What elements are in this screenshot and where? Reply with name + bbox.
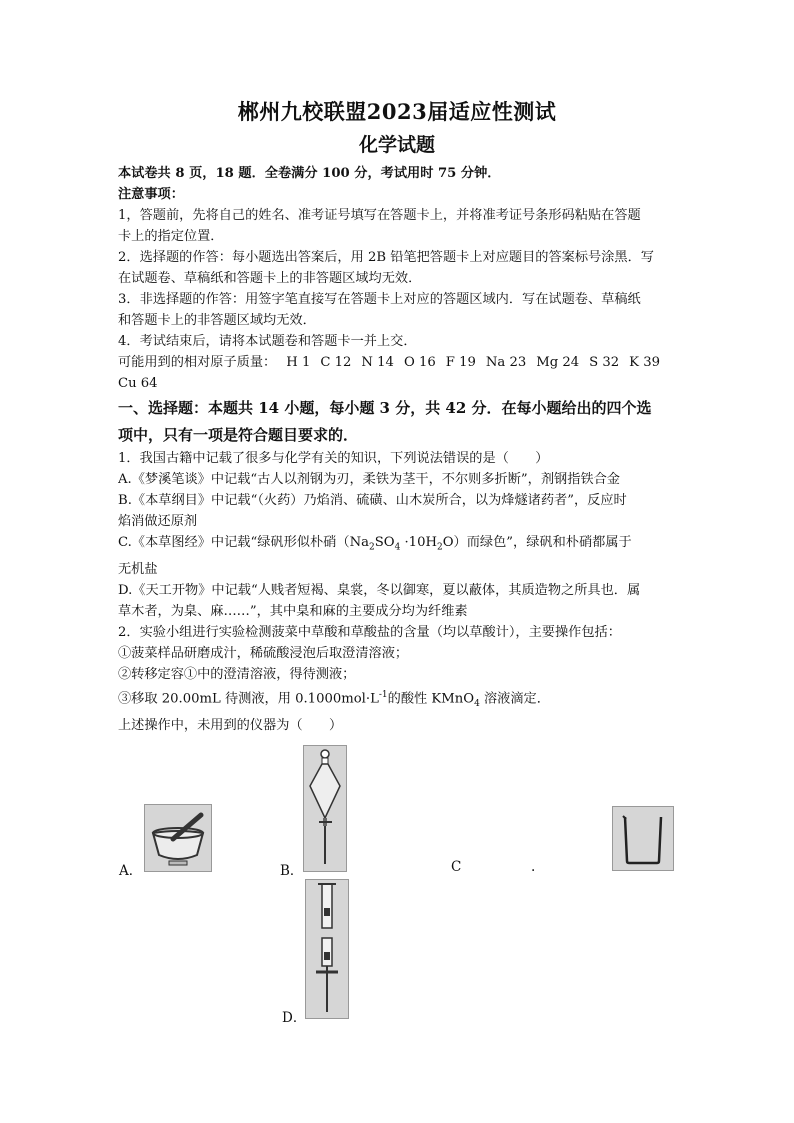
mass-item: Cu 64 [118, 376, 158, 391]
q2-option-b-label: B． [280, 863, 304, 879]
c-pre: C.《本草图经》中记载“绿矾形似朴硝（ [118, 535, 350, 550]
q1-option-b-a: B.《本草纲目》中记载“（火药）乃焰消、硫磺、山木炭所合，以为烽燧诸药者”，反应时 [118, 493, 627, 508]
c-na: Na [349, 535, 369, 550]
s3-post: 溶液滴定． [479, 691, 550, 707]
burette-image [305, 879, 349, 1019]
masses-label: 可能用到的相对原子质量： [118, 355, 277, 370]
q2-option-a-label: A． [119, 863, 143, 879]
s3-sup: -1 [378, 689, 388, 700]
c-sub4: 4 [394, 542, 401, 553]
notice-title: 注意事项： [118, 187, 184, 202]
separatory-funnel-image [303, 745, 347, 872]
notice-3b: 和答题卡上的非答题区域均无效． [118, 313, 316, 328]
q1-option-c [118, 532, 678, 559]
mass-item: C 12 [320, 355, 352, 370]
q2-option-d-label: D． [282, 1010, 307, 1026]
q1-option-a: A.《梦溪笔谈》中记载“古人以剂钢为刃，柔铁为茎干，不尔则多折断”，剂钢指铁合金 [118, 472, 620, 487]
atomic-masses [118, 352, 678, 394]
q2-option-c-label: C [451, 859, 462, 875]
c-sub2: 2 [368, 542, 375, 553]
section-heading-a: 一、选择题：本题共 14 小题，每小题 3 分，共 42 分．在每小题给出的四个选 [118, 399, 652, 417]
exam-title: 郴州九校联盟2023届适应性测试 [237, 99, 557, 124]
section-heading-b: 项中，只有一项是符合题目要求的． [118, 426, 359, 444]
c-dot: ·10H [400, 535, 437, 550]
q1-option-b-b: 焰消做还原剂 [118, 514, 198, 529]
q1-stem: 1．我国古籍中记载了很多与化学有关的知识，下列说法错误的是（ ） [118, 451, 549, 466]
notice-1a: 1，答题前，先将自己的姓名、准考证号填写在答题卡上，并将准考证号条形码粘贴在答题 [118, 208, 641, 223]
mass-item: Na 23 [485, 355, 527, 370]
beaker-image [612, 806, 674, 871]
mass-item: N 14 [361, 355, 394, 370]
q2-question: 上述操作中，未用到的仪器为（ ） [118, 717, 343, 733]
q1-option-d-a: D.《天工开物》中记载“人贱者短褐、臬裳，冬以御寒，夏以蔽体，其质造物之所具也．属 [118, 582, 641, 598]
q2-step3 [118, 685, 678, 715]
mass-item: O 16 [403, 355, 436, 370]
notice-2a: 2．选择题的作答：每小题选出答案后，用 2B 铅笔把答题卡上对应题目的答案标号涂黑．写 [118, 250, 654, 265]
mass-item: Mg 24 [536, 355, 580, 370]
notice-1b: 卡上的指定位置． [118, 229, 224, 244]
c-post: ）而绿色”，绿矾和朴硝都属于 [453, 535, 632, 550]
q2-step2: ②转移定容①中的澄清溶液，得待测液； [118, 666, 356, 682]
notice-2b: 在试题卷、草稿纸和答题卡上的非答题区域均无效． [118, 271, 422, 286]
mass-item: K 39 [629, 355, 660, 370]
c-sub2b: 2 [436, 542, 443, 553]
q2-step1: ①菠菜样品研磨成汁，稀硫酸浸泡后取澄清溶液； [118, 645, 409, 661]
q2-option-c-dot: . [531, 859, 536, 875]
q1-option-d-b: 草木者，为臬、麻……”，其中臬和麻的主要成分均为纤维素 [118, 603, 468, 619]
exam-summary: 本试卷共 8 页，18 题．全卷满分 100 分，考试用时 75 分钟． [118, 166, 501, 181]
notice-4: 4．考试结束后，请将本试题卷和答题卡一并上交． [118, 334, 417, 349]
exam-body [118, 163, 678, 736]
c-so: SO [374, 535, 395, 550]
mortar-pestle-image [144, 804, 212, 872]
q2-stem: 2．实验小组进行实验检测菠菜中草酸和草酸盐的含量（均以草酸计），主要操作包括： [118, 624, 621, 640]
mass-item: F 19 [445, 355, 476, 370]
mass-item: H 1 [286, 355, 311, 370]
s3-pre: ③移取 20.00mL 待测液，用 0.1000mol·L [118, 691, 379, 707]
q1-option-c-b: 无机盐 [118, 561, 158, 577]
s3-mid: 的酸性 KMnO [387, 691, 475, 707]
c-o: O [442, 535, 454, 550]
notice-3a: 3．非选择题的作答：用签字笔直接写在答题卡上对应的答题区域内．写在试题卷、草稿纸 [118, 292, 641, 307]
subject-title: 化学试题 [358, 134, 435, 156]
s3-sub: 4 [474, 698, 480, 709]
mass-item: S 32 [589, 355, 620, 370]
